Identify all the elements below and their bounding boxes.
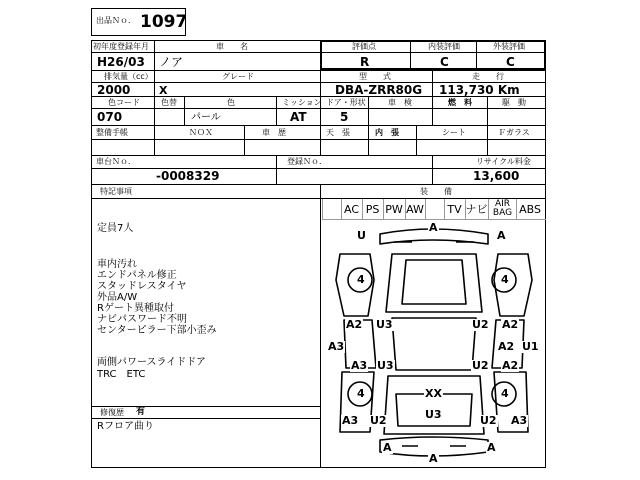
damage-code: U3 bbox=[425, 408, 442, 421]
repair-note: Rフロア曲り bbox=[97, 421, 154, 432]
exterior-label: 外装評価 bbox=[493, 42, 525, 51]
damage-code: U2 bbox=[472, 318, 489, 331]
mileage-label: 走 行 bbox=[472, 72, 504, 81]
lot-label: 出品Ｎｏ． bbox=[96, 16, 136, 25]
mission-value: AT bbox=[290, 110, 307, 124]
notes-line: Rゲート異種取付 bbox=[97, 303, 174, 314]
color-label: 色 bbox=[227, 98, 235, 107]
damage-code: 4 bbox=[357, 387, 365, 400]
damage-code: A2 bbox=[502, 318, 519, 331]
equip-pw: PW bbox=[385, 203, 403, 216]
recycle-value: 13,600 bbox=[473, 169, 520, 183]
notes-line: ナビパスワード不明 bbox=[97, 314, 187, 325]
interior-label: 内装評価 bbox=[428, 42, 460, 51]
damage-code: A3 bbox=[351, 359, 368, 372]
notes-line: TRC ETC bbox=[97, 369, 146, 380]
color-value: パール bbox=[191, 112, 221, 123]
seat-label: シート bbox=[442, 128, 466, 137]
damage-code: U2 bbox=[472, 359, 489, 372]
notes-line: スタッドレスタイヤ bbox=[97, 281, 187, 292]
equip-abs: ABS bbox=[519, 203, 541, 216]
notes-line: エンドパネル修正 bbox=[97, 270, 177, 281]
interior-value: C bbox=[440, 55, 449, 69]
model-label: 型 式 bbox=[359, 72, 391, 81]
colorcode-value: 070 bbox=[97, 110, 123, 124]
fuel-label: 燃 料 bbox=[448, 98, 472, 107]
doors-value: 5 bbox=[340, 110, 349, 124]
damage-code: 4 bbox=[501, 273, 509, 286]
year-label: 初年度登録年月 bbox=[93, 42, 149, 51]
damage-code: 4 bbox=[357, 273, 365, 286]
equip-ac: AC bbox=[343, 203, 359, 216]
notes-line: 車内汚れ bbox=[97, 259, 137, 270]
equip-navi: ナビ bbox=[465, 203, 488, 216]
damage-code: A bbox=[429, 452, 438, 465]
door-label: ドア・形状 bbox=[326, 98, 366, 107]
history-label: 車 歴 bbox=[262, 128, 286, 137]
reg-label: 登録Ｎｏ． bbox=[287, 157, 327, 166]
nox-label: ＮＯＸ bbox=[189, 128, 213, 137]
repair-label: 修復歴 bbox=[100, 408, 124, 417]
damage-code: A2 bbox=[498, 340, 515, 353]
mileage-value: 113,730 Km bbox=[439, 83, 520, 97]
damage-code: A bbox=[429, 221, 438, 234]
model-value: DBA-ZRR80G bbox=[335, 83, 423, 97]
equip-tv: TV bbox=[447, 203, 462, 216]
damage-code: U1 bbox=[522, 340, 539, 353]
type-label: 色替 bbox=[161, 98, 177, 107]
inner-label: 内 張 bbox=[375, 128, 399, 137]
mission-label: ミッション bbox=[282, 98, 322, 107]
damage-code: A bbox=[497, 229, 506, 242]
equip-airbag: AIR BAG bbox=[492, 199, 513, 218]
cc-label: 排気量（cc） bbox=[104, 72, 153, 81]
glass-label: Ｆガラス bbox=[498, 128, 530, 137]
damage-code: A3 bbox=[328, 340, 345, 353]
equip-aw: AW bbox=[406, 203, 424, 216]
year-value: H26/03 bbox=[97, 55, 145, 69]
damage-code: XX bbox=[425, 387, 442, 400]
damage-code: U3 bbox=[377, 359, 394, 372]
equip-ps: PS bbox=[365, 203, 380, 216]
damage-code: 4 bbox=[501, 387, 509, 400]
chassis-value: -0008329 bbox=[156, 169, 220, 183]
damage-code: U3 bbox=[376, 318, 393, 331]
notes-header: 特記事項 bbox=[100, 187, 132, 196]
damage-code: A2 bbox=[502, 359, 519, 372]
damage-code: U2 bbox=[480, 414, 497, 427]
equipment-header: 装 備 bbox=[420, 187, 452, 196]
chassis-label: 車台Ｎｏ． bbox=[96, 157, 136, 166]
recycle-label: リサイクル料金 bbox=[476, 157, 531, 166]
grade-value: R bbox=[360, 55, 370, 69]
damage-code: A3 bbox=[342, 414, 359, 427]
maint-label: 整備手帳 bbox=[96, 128, 128, 137]
exterior-value: C bbox=[506, 55, 515, 69]
damage-code: A3 bbox=[511, 414, 528, 427]
inspect-label: 車 検 bbox=[388, 98, 412, 107]
notes-line: センターピラー下部小歪み bbox=[97, 325, 217, 336]
damage-code: A bbox=[487, 441, 496, 454]
notes-line1: 定員7人 bbox=[97, 223, 134, 234]
cc-value: 2000 bbox=[97, 83, 131, 97]
drive-label: 駆 動 bbox=[502, 98, 526, 107]
damage-code: U bbox=[357, 229, 366, 242]
damage-code: A bbox=[383, 441, 392, 454]
lot-number: 1097 bbox=[140, 12, 188, 32]
colorcode-label: 色コード bbox=[108, 98, 140, 107]
roof-label: 天 張 bbox=[326, 128, 350, 137]
trim-value: X bbox=[159, 84, 168, 97]
trim-label: グレード bbox=[222, 72, 254, 81]
name-label: 車 名 bbox=[216, 42, 248, 51]
notes-line: 外品A/W bbox=[97, 292, 138, 303]
notes-line: 両側パワースライドドア bbox=[97, 357, 206, 368]
grade-label: 評価点 bbox=[352, 42, 376, 51]
damage-code: U2 bbox=[370, 414, 387, 427]
damage-code: A2 bbox=[346, 318, 363, 331]
repair-value: 有 bbox=[136, 407, 146, 417]
name-value: ノア bbox=[159, 55, 184, 69]
